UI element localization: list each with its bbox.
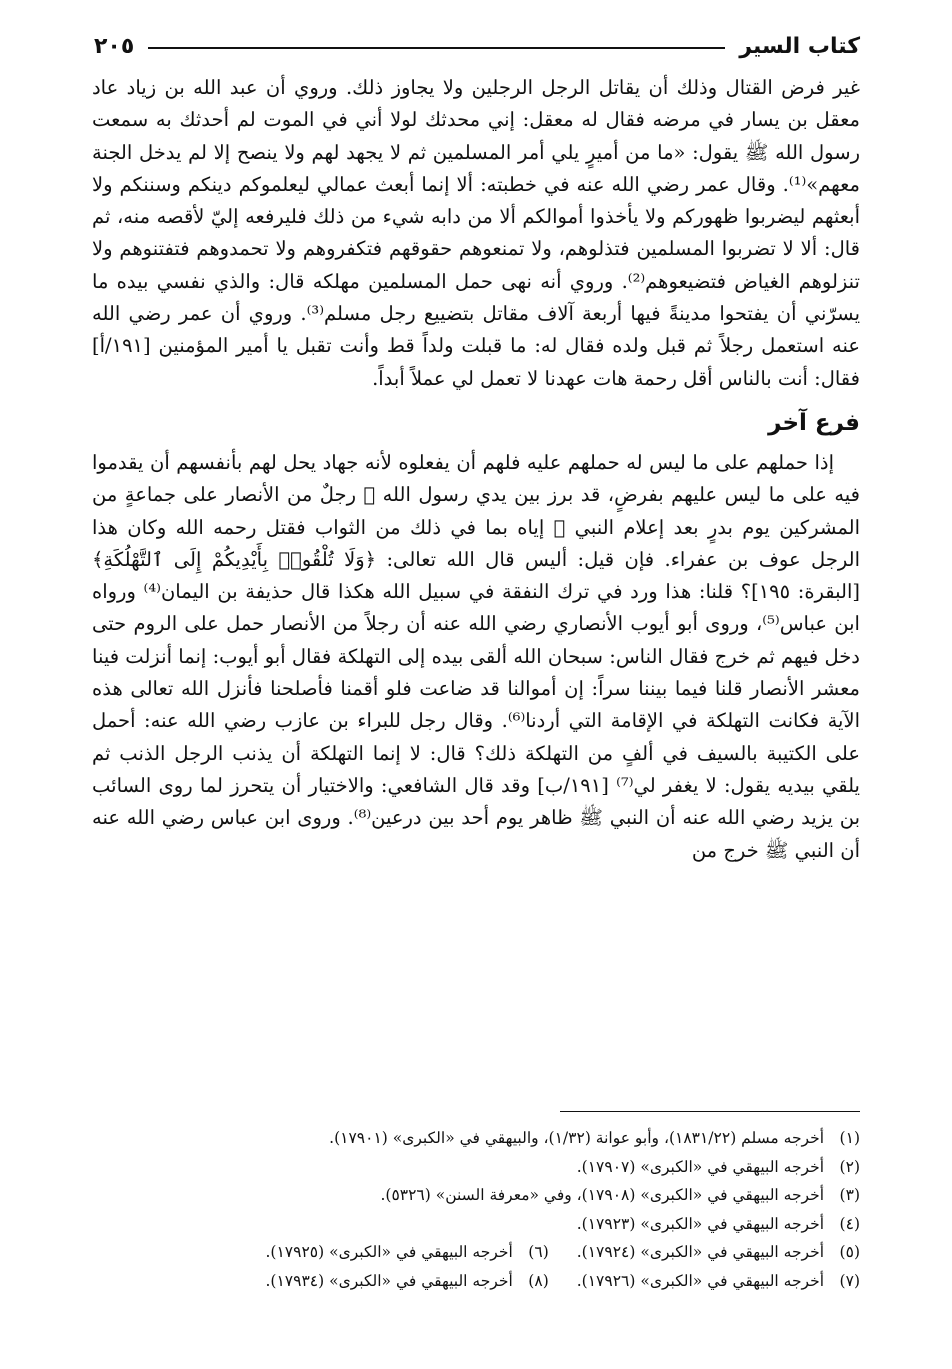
footnote-number: (٧) xyxy=(839,1271,860,1290)
footnote-8 xyxy=(266,1267,549,1296)
footnote-text: أخرجه البيهقي في «الكبرى» (١٧٩٢٤). xyxy=(576,1243,824,1261)
chapter-title: كتاب السير xyxy=(739,33,860,59)
footnote-5 xyxy=(577,1238,860,1267)
footnote-text: أخرجه البيهقي في «الكبرى» (١٧٩٢٦). xyxy=(576,1271,824,1290)
footnote-number: (٦) xyxy=(528,1243,549,1261)
footnote-2 xyxy=(577,1153,860,1182)
footnote-text: أخرجه مسلم (١٨٣١/٢٢)، وأبو عوانة (١/٣٢)، والبيهقي في «الكبرى» (١٧٩٠١). xyxy=(329,1129,824,1147)
footnote-number: (٨) xyxy=(528,1271,549,1290)
footnote-row xyxy=(92,1210,860,1239)
body-paragraph-1: غير فرض القتال وذلك أن يقاتل الرجل الرجلين ولا يجاوز ذلك. وروي أن عبد الله بن زياد عاد معقل بن يسار في مرضه فقال له معقل: إني محدثك لولا أني في الموت لم أحدثك به سمعت رسول الله ﷺ يقول: «ما من أميرٍ يلي أمر المسلمين ثم لا يجهد لهم ولا ينصح إلا لم يدخل الجنة معهم»⁽¹⁾. وقال عمر رضي الله عنه في خطبته: ألا إنما أبعث عمالي ليعلموكم دينكم وسننكم ولا أبعثهم ليضربوا ظهوركم ولا يأخذوا أموالكم ألا من دابه شيء من ذلك فليرفعه إليّ لأقصه منه، ثم قال: ألا لا تضربوا المسلمين فتذلوهم، ولا تمنعوهم حقوقهم فتكفروهم ولا تحمدوهم فتفتنوهم ولا تنزلوهم الغياض فتضيعوهم⁽²⁾. وروي أنه نهى حمل المسلمين مهلكه قال: والذي نفسي بيده ما يسرّني أن يفتحوا مدينةً فيها أربعة آلاف مقاتل بتضييع رجل مسلم⁽³⁾. وروي أن عمر رضي الله عنه استعمل رجلاً ثم قبل ولده فقال له: ما قبلت ولداً قط وأنت تقبل يا أمير المؤمنين [١٩١/أ] فقال: أنت بالناس أقل رحمة هات عهدنا لا تعمل لي عملاً أبداً. xyxy=(92,76,860,390)
footnotes xyxy=(92,1124,860,1295)
footnote-row xyxy=(92,1267,860,1296)
footnote-7 xyxy=(577,1267,860,1296)
footnote-text: أخرجه البيهقي في «الكبرى» (١٧٩٣٤). xyxy=(265,1271,513,1290)
footnote-number: (٢) xyxy=(839,1157,860,1176)
body-paragraph-2: إذا حملهم على ما ليس له حملهم عليه فلهم أن يفعلوه لأنه جهاد يحل لهم بأنفسهم أن يقدموا فيه على ما ليس عليهم بفرضٍ، قد برز بين يدي رسول الله ﷺ رجلٌ من الأنصار على جماعةٍ من المشركين يوم بدرٍ بعد إعلام النبي ﷺ إياه بما في ذلك من الثواب فقتل رحمه الله وكان هذا الرجل عوف بن عفراء. فإن قيل: أليس قال الله تعالى: ﴿وَلَا تُلْقُوا۟ بِأَيْدِيكُمْ إِلَى ٱلتَّهْلُكَةِ﴾ [البقرة: ١٩٥]؟ قلنا: هذا ورد في ترك النفقة في سبيل الله هكذا قال حذيفة بن اليمان⁽⁴⁾ ورواه ابن عباس⁽⁵⁾، وروى أبو أيوب الأنصاري رضي الله عنه أن رجلاً من الأنصار حمل على الروم حتى دخل فيهم ثم خرج فقال الناس: سبحان الله ألقى بيده إلى التهلكة فقال أبو أيوب: إنما أنزلت فينا معشر الأنصار قلنا فيما بيننا سراً: إن أموالنا قد ضاعت فلو أقمنا فأصلحنا فأنزل الله تعالى هذه الآية فكانت التهلكة في الإقامة التي أردنا⁽⁶⁾. وقال رجل للبراء بن عازب رضي الله عنه: أحمل على الكتيبة بالسيف في ألفٍ من التهلكة ذلك؟ قال: لا إنما التهلكة أن يذنب الرجل الذنب ثم يلقي بيديه يقول: لا يغفر لي⁽⁷⁾ [١٩١/ب] وقد قال الشافعي: والاختيار أن يتحرز لما روى السائب بن يزيد رضي الله عنه أن النبي ﷺ ظاهر يوم أحد بين درعين⁽⁸⁾. وروى ابن عباس رضي الله عنه أن النبي ﷺ خرج من xyxy=(92,450,861,862)
footnote-row xyxy=(92,1238,860,1267)
footnote-text: أخرجه البيهقي في «الكبرى» (١٧٩٢٣). xyxy=(576,1214,824,1233)
footnote-number: (١) xyxy=(839,1129,860,1147)
footnote-number: (٤) xyxy=(839,1214,860,1233)
page-number: ٢٠٥ xyxy=(94,33,135,59)
header-rule xyxy=(148,47,725,49)
footnote-6 xyxy=(266,1238,549,1267)
footnote-text: أخرجه البيهقي في «الكبرى» (١٧٩٠٨)، وفي «معرفة السنن» (٥٣٢٦). xyxy=(380,1186,824,1204)
section-heading: فرع آخر xyxy=(768,409,860,436)
footnote-text: أخرجه البيهقي في «الكبرى» (١٧٩٠٧). xyxy=(576,1157,824,1176)
footnote-row xyxy=(92,1181,860,1210)
footnote-number: (٥) xyxy=(839,1243,860,1261)
footnote-separator xyxy=(560,1111,860,1112)
main-text xyxy=(92,72,860,867)
running-header xyxy=(94,26,860,66)
footnote-row xyxy=(92,1153,860,1182)
footnote-1 xyxy=(329,1124,860,1153)
footnote-3 xyxy=(380,1181,860,1210)
footnote-text: أخرجه البيهقي في «الكبرى» (١٧٩٢٥). xyxy=(265,1243,513,1261)
footnote-4 xyxy=(577,1210,860,1239)
footnote-row xyxy=(92,1124,860,1153)
footnote-number: (٣) xyxy=(839,1186,860,1204)
